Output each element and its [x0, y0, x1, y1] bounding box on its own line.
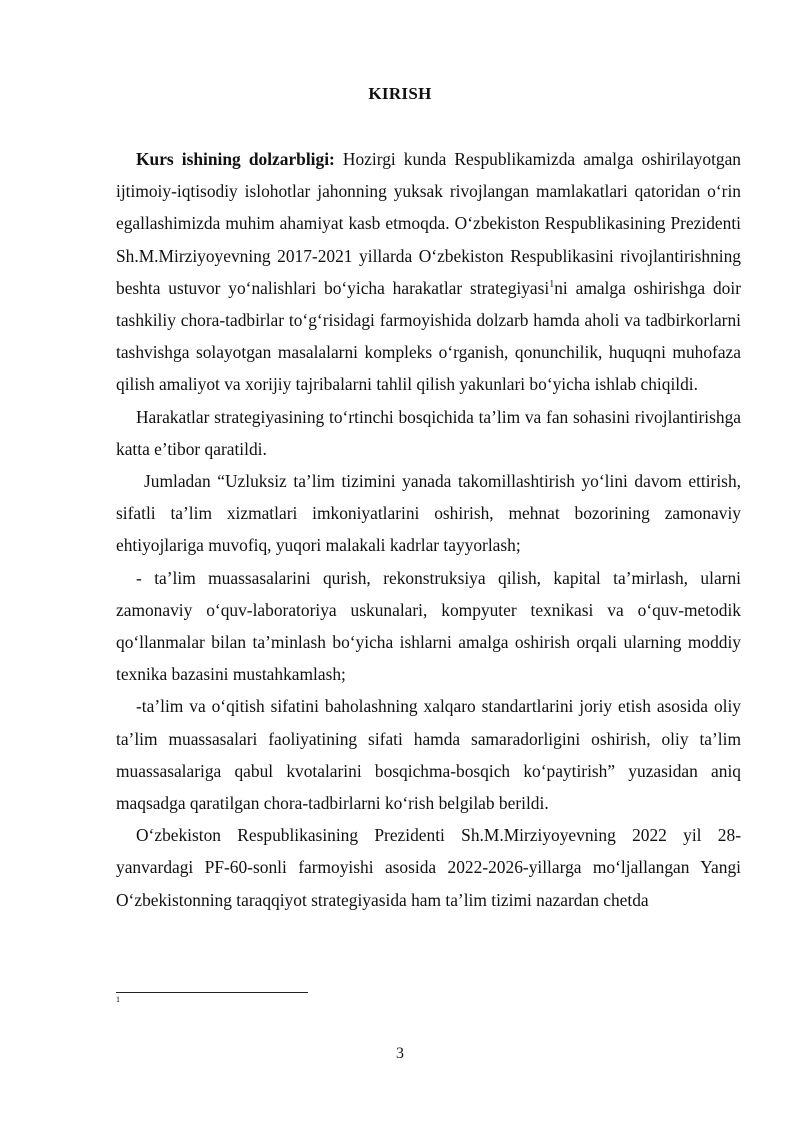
paragraph-list-item-2: -ta’lim va o‘qitish sifatini baholashning xalqaro standartlarini joriy etish asosida oliy ta’lim muassasalari faoliyatining sifati hamda samaradorligini oshirish, oliy ta’lim muassasalariga qabul kvotalarini bosqichma-bosqich ko‘paytirish” yuzasidan aniq maqsadga qaratilgan chora-tadbirlarni ko‘rish belgilab berildi.	[116, 696, 741, 814]
footnote-reference[interactable]: 1	[549, 279, 555, 291]
paragraph-quote: Jumladan “Uzluksiz ta’lim tizimini yanada takomillashtirish yo‘lini davom ettirish, sifatli ta’lim xizmatlari imkoniyatlarini oshirish, mehnat bozorining zamonaviy ehtiyojlariga muvofiq, yuqori malakali kadrlar tayyorlash;	[116, 471, 741, 556]
paragraph-strategy: Harakatlar strategiyasining to‘rtinchi bosqichida ta’lim va fan sohasini rivojlantirishga katta e’tibor qaratildi.	[116, 406, 741, 459]
footnote: 1	[116, 995, 120, 1004]
paragraph-relevance	[116, 143, 741, 401]
body-text	[116, 143, 741, 916]
relevance-label: Kurs ishining dolzarbligi:	[136, 149, 335, 169]
paragraph-relevance-text-after: ni amalga oshirishga doir tashkiliy chora-tadbirlar to‘g‘risidagi farmoyishida dolzarb hamda aholi va tadbirkorlarni tashvishga solayotgan masalalarni kompleks o‘rganish, qonunchilik, huquqni muhofaza qilish amaliyot va xorijiy tajribalarni tahlil qilish yakunlari bo‘yicha ishlab chiqildi.	[116, 277, 741, 395]
page-number: 3	[396, 1045, 404, 1062]
page-title: KIRISH	[368, 84, 432, 103]
footnote-divider	[116, 992, 308, 993]
paragraph-relevance-text: Hozirgi kunda Respublikamizda amalga oshirilayotgan ijtimoiy-iqtisodiy islohotlar jahonning yuksak rivojlangan mamlakatlari qatoridan o‘rin egallashimizda muhim ahamiyat kasb etmoqda. O‘zbekiston Respublikasining Prezidenti Sh.M.Mirziyoyevning 2017-2021 yillarda O‘zbekiston Respublikasini rivojlantirishning beshta ustuvor yo‘nalishlari bo‘yicha harakatlar strategiyasi	[116, 149, 742, 298]
paragraph-list-item-1: - ta’lim muassasalarini qurish, rekonstruksiya qilish, kapital ta’mirlash, ularni zamonaviy o‘quv-laboratoriya uskunalari, kompyuter texnikasi va o‘quv-metodik qo‘llanmalar bilan ta’minlash bo‘yicha ishlarni amalga oshirish orqali ularning moddiy texnika bazasini mustahkamlash;	[116, 567, 741, 685]
paragraph-decree: O‘zbekiston Respublikasining Prezidenti Sh.M.Mirziyoyevning 2022 yil 28-yanvardagi PF-60-sonli farmoyishi asosida 2022-2026-yillarga mo‘ljallangan Yangi O‘zbekistonning taraqqiyot strategiyasida ham ta’lim tizimi nazardan chetda	[116, 825, 741, 910]
